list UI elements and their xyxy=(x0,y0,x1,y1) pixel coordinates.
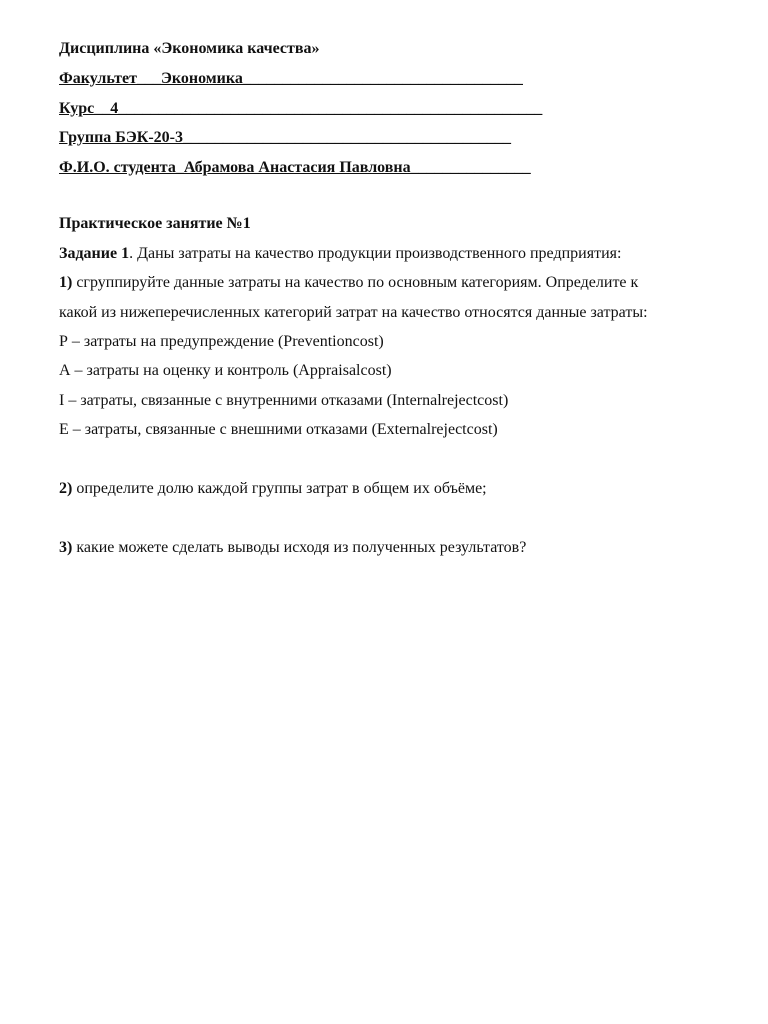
task-1-line xyxy=(59,244,621,264)
faculty-line: Факультет___Экономика___________________________________ xyxy=(59,70,523,87)
group-line: Группа БЭК-20-3_________________________________________ xyxy=(59,129,511,146)
category-external-reject: Е – затраты, связанные с внешними отказами (Externalrejectcost) xyxy=(59,421,498,438)
category-appraisal: А – затраты на оценку и контроль (Appraisalcost) xyxy=(59,362,392,379)
discipline-line: Дисциплина «Экономика качества» xyxy=(59,40,320,57)
step-3-number: 3) xyxy=(59,539,73,556)
step-2-text: определите долю каждой группы затрат в общем их объёме; xyxy=(72,480,487,497)
task-text: . Даны затраты на качество продукции производственного предприятия: xyxy=(129,245,622,262)
course-line: Курс__4_____________________________________________________ xyxy=(59,100,543,117)
step-1-line xyxy=(59,273,638,293)
step-3-line xyxy=(59,538,526,558)
step-1-number: 1) xyxy=(59,274,73,291)
lesson-title: Практическое занятие №1 xyxy=(59,215,251,232)
student-name-line: Ф.И.О. студента_Абрамова Анастасия Павловна_______________ xyxy=(59,159,531,176)
task-label: Задание 1 xyxy=(59,245,130,262)
step-2-line xyxy=(59,479,487,499)
category-prevention: Р – затраты на предупреждение (Preventioncost) xyxy=(59,333,384,350)
step-1-continuation: какой из нижеперечисленных категорий затрат на качество относятся данные затраты: xyxy=(59,304,648,321)
step-1-text: сгруппируйте данные затраты на качество по основным категориям. Определите к xyxy=(72,274,639,291)
step-3-text: какие можете сделать выводы исходя из полученных результатов? xyxy=(72,539,527,556)
step-2-number: 2) xyxy=(59,480,73,497)
category-internal-reject: I – затраты, связанные с внутренними отказами (Internalrejectcost) xyxy=(59,392,509,409)
